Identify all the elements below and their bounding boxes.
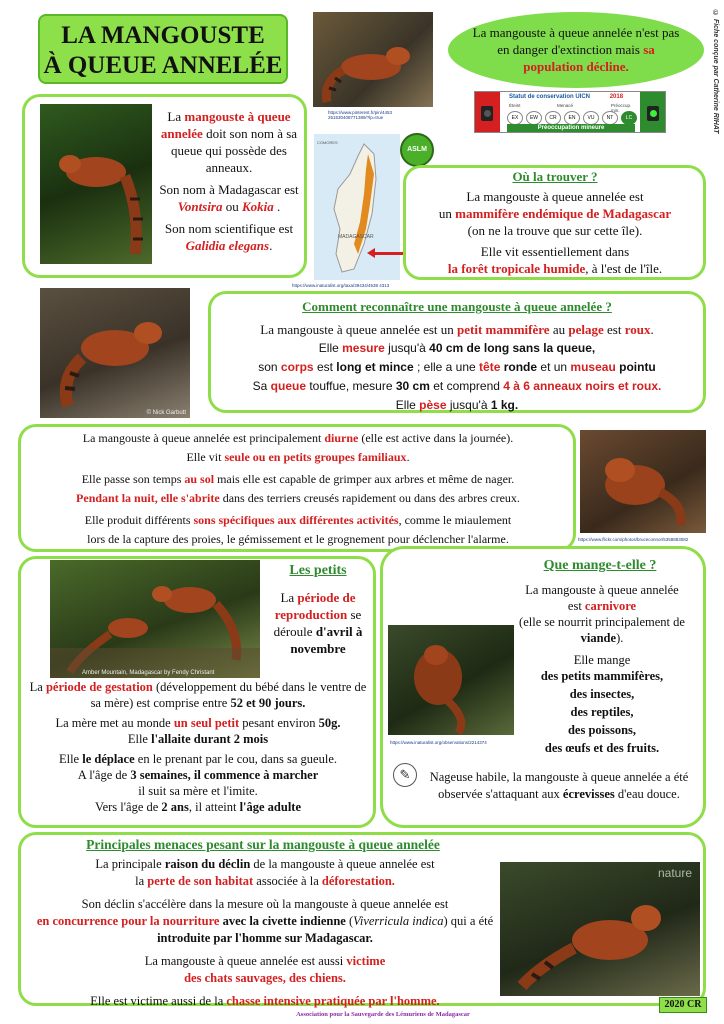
photo-intro	[40, 104, 152, 264]
aslm-logo	[400, 133, 434, 167]
menaces-p1b: la perte de son habitat associée à la déforestation.	[135, 874, 395, 888]
mange-l4: Elle mange	[573, 653, 631, 667]
behav-line6: lors de la capture des proies, le gémissement et le grognement pour déclencher l'alarme.	[87, 532, 509, 546]
petits-s7: il suit sa mère et l'imite.	[138, 784, 258, 798]
side-credit: © Fiche conçue par Catherine RIHAT	[712, 10, 719, 134]
uicn-label-menace: Menacé	[557, 103, 574, 108]
behav-line1: La mangouste à queue annelée est principalement diurne (elle est active dans la journée).	[82, 431, 514, 445]
crayfish-icon: ✎	[393, 763, 417, 787]
menaces-p1a: La principale raison du déclin de la mangouste à queue annelée est	[95, 857, 435, 871]
reco-line1: La mangouste à queue annelée est un petit mammifère au pelage est roux.	[260, 322, 654, 337]
nature-watermark: nature	[657, 866, 692, 880]
ou-title: Où la trouver ?	[512, 169, 598, 184]
mange-food-0: des petits mammifères,	[540, 669, 664, 683]
status-text: La mangouste à queue annelée n'est pas en danger d'extinction mais	[472, 25, 680, 57]
uicn-code-ex: EX	[507, 111, 523, 125]
petits-s6: A l'âge de 3 semaines, il commence à marcher	[77, 768, 319, 782]
photo-reco-credit: © Nick Garbutt	[146, 410, 186, 416]
petits-s3: La mère met au monde un seul petit pesant environ 50g.	[55, 716, 341, 730]
mange-food-2: des reptiles,	[570, 705, 634, 719]
photo-petits-caption: Amber Mountain, Madagascar by Fendy Christant	[82, 670, 215, 676]
title-line2: À QUEUE ANNELÉE	[43, 52, 283, 79]
mange-food-3: des poissons,	[567, 723, 637, 737]
intro-p2: Son nom à Madagascar est Vontsira ou Kokia .	[159, 182, 299, 214]
reco-line3: son corps est long et mince ; elle a une tête ronde et un museau pointu	[258, 360, 656, 374]
photo-petits	[50, 560, 260, 678]
photo-top	[313, 12, 433, 107]
mongoose-illustration-3	[40, 288, 190, 418]
status-bubble	[448, 12, 704, 88]
photo-top-caption: https://www.pinterest.fr/pin/4453 251530408771389/?lp=true	[328, 110, 393, 120]
mange-title-text: Que mange-t-elle ?	[543, 558, 657, 573]
mange-nageuse: Nageuse habile, la mangouste à queue annelée a été observée s'attaquant aux écrevisses d'eau douce.	[429, 770, 689, 801]
madagascar-map	[314, 134, 400, 280]
uicn-year: 2018	[609, 94, 624, 100]
petits-s2: La période de gestation (développement du bébé dans le ventre de sa mère) est comprise entre 52 et 90 jours.	[29, 680, 367, 710]
uicn-status: Préoccupation mineure	[507, 124, 635, 132]
ou-line5: la forêt tropicale humide, à l'est de l'île.	[447, 261, 663, 276]
intro-text	[158, 108, 300, 254]
intro-p3: Son nom scientifique est Galidia elegans.	[164, 221, 294, 253]
petits-side	[266, 562, 370, 657]
ou-line4: Elle vit essentiellement dans	[480, 244, 630, 259]
mange-title	[500, 556, 700, 574]
photo-behav	[580, 430, 706, 533]
mange-food-4: des œufs et des fruits.	[544, 741, 660, 755]
uicn-panel	[474, 91, 666, 133]
uicn-label-preoccup: Préoccup. min.	[611, 103, 632, 113]
behav-line2: Elle vit seule ou en petits groupes familiaux.	[186, 450, 410, 464]
uicn-label-eteint: Éteint	[509, 103, 521, 108]
title-line1: LA MANGOUSTE	[61, 22, 265, 49]
menaces-title-text: Principales menaces pesant sur la mangouste à queue annelée	[86, 837, 440, 852]
behav-line3: Elle passe son temps au sol mais elle est capable de grimper aux arbres et même de nager.	[81, 472, 515, 486]
reco-line5: Elle pèse jusqu'à 1 kg.	[395, 398, 519, 412]
uicn-code-en: EN	[564, 111, 580, 125]
uicn-code-ew: EW	[526, 111, 542, 125]
photo-mange	[388, 625, 514, 735]
mongoose-illustration-1	[313, 12, 433, 107]
map-caption: https://www.inaturalist.org/taxa/39434/4538 4313	[292, 283, 390, 288]
aslm-text: ASLM	[407, 146, 427, 153]
behav-line4: Pendant la nuit, elle s'abrite dans des terriers creusés rapidement ou dans des arbres creux.	[76, 491, 520, 505]
ou-line2: un mammifère endémique de Madagascar	[438, 206, 672, 221]
ou-line1: La mangouste à queue annelée est	[466, 189, 644, 204]
mange-l1: La mangouste à queue annelée	[525, 583, 679, 597]
petits-s8: Vers l'âge de 2 ans, il atteint l'âge adulte	[94, 800, 302, 814]
reco-line4: Sa queue touffue, mesure 30 cm et comprend 4 à 6 anneaux noirs et roux.	[252, 379, 662, 393]
menaces-title	[28, 836, 498, 854]
mongoose-illustration-4	[580, 430, 706, 533]
map-label-madagascar: MADAGASCAR	[338, 234, 374, 240]
mongoose-illustration-7	[500, 862, 700, 996]
mongoose-illustration-5	[50, 560, 260, 678]
behav-content	[24, 429, 572, 549]
menaces-p3a: La mangouste à queue annelée est aussi victime	[144, 954, 386, 968]
mange-text	[504, 582, 700, 756]
status-text-red: sa population décline.	[523, 42, 655, 74]
uicn-code-lc: LC	[621, 111, 637, 125]
uicn-code-cr: CR	[545, 111, 561, 125]
ou-line3: (on ne la trouve que sur cette île).	[467, 223, 643, 238]
petits-s5: Elle le déplace en le prenant par le cou, dans sa gueule.	[58, 752, 338, 766]
menaces-p3b: des chats sauvages, des chiens.	[184, 971, 346, 985]
petits-s1: La période de reproduction se déroule d'avril à novembre	[273, 590, 363, 656]
menaces-p2b: en concurrence pour la nourriture avec la civette indienne (Viverricula indica) qui a été introduite par l'homme sur Madagascar.	[36, 914, 494, 945]
uicn-light-left	[481, 106, 493, 121]
uicn-code-vu: VU	[583, 111, 599, 125]
ou-content	[410, 168, 700, 277]
mange-food-1: des insectes,	[569, 687, 635, 701]
petits-body	[28, 679, 368, 815]
reco-line2: Elle mesure jusqu'à 40 cm de long sans la queue,	[318, 341, 596, 355]
intro-p1: La mangouste à queue annelée doit son nom à sa queue qui possède des anneaux.	[160, 109, 298, 175]
map-arrow-head	[367, 248, 375, 258]
photo-behav-caption: https://www.flickr.com/photos/bruceconnor/5358883082	[578, 537, 689, 542]
mange-l2: est carnivore	[567, 599, 637, 613]
title-box	[38, 14, 288, 84]
uicn-code-nt: NT	[602, 111, 618, 125]
map-label-comoros: COMORES	[317, 140, 338, 145]
photo-reco	[40, 288, 190, 418]
map	[314, 134, 400, 280]
uicn-codes	[507, 111, 637, 125]
footer-assoc: Association pour la Sauvegarde des Lémuriens de Madagascar	[296, 1011, 470, 1018]
reco-title: Comment reconnaître une mangouste à queue annelée ?	[302, 299, 612, 314]
mongoose-illustration-2	[40, 104, 152, 264]
reco-content	[212, 297, 702, 415]
photo-mange-caption: https://www.inaturalist.org/observations/2214374	[390, 740, 487, 745]
petits-s4: Elle l'allaite durant 2 mois	[127, 732, 269, 746]
footer-badge: 2020 CR	[659, 997, 707, 1013]
petits-title: Les petits	[289, 563, 347, 578]
menaces-text	[28, 856, 502, 1010]
behav-line5: Elle produit différents sons spécifiques aux différentes activités, comme le miaulement	[84, 513, 512, 527]
photo-menaces	[500, 862, 700, 996]
menaces-p2a: Son déclin s'accélère dans la mesure où la mangouste à queue annelée est	[81, 897, 449, 911]
menaces-p4: Elle est victime aussi de la chasse intensive pratiquée par l'homme.	[90, 994, 440, 1008]
uicn-title: Statut de conservation UICN 2018	[509, 94, 624, 100]
mange-l3: (elle se nourrit principalement de viande).	[519, 615, 685, 645]
uicn-light-right	[647, 106, 659, 121]
mongoose-illustration-6	[388, 625, 514, 735]
